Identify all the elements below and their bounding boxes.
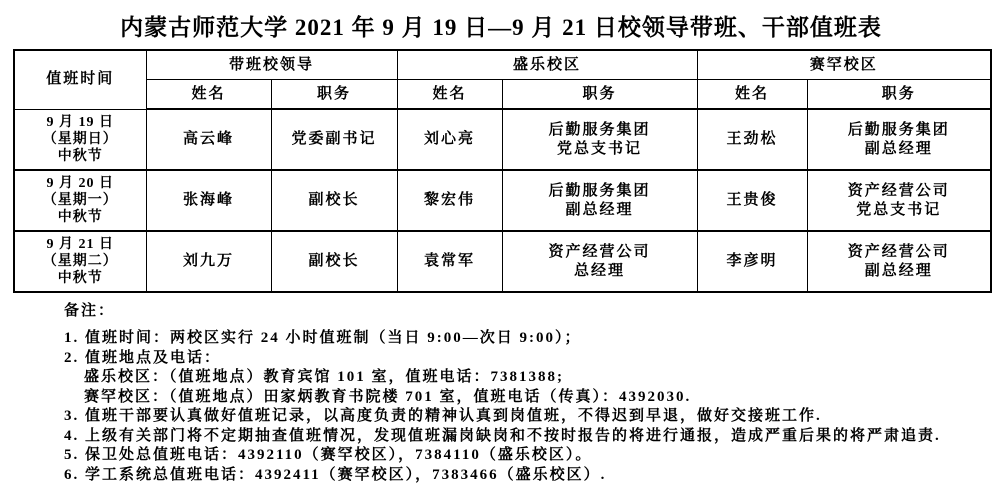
date-line: 中秋节 (57, 271, 103, 286)
saihan-position-cell (807, 109, 991, 170)
header-sub-row (14, 80, 991, 110)
position-line: 资产经营公司 (847, 243, 950, 260)
saihan-name-cell: 李彦明 (697, 231, 807, 292)
position-line: 党总支书记 (557, 140, 643, 157)
notes-heading: 备注： (64, 303, 116, 319)
col-header-duty-time: 值班时间 (14, 50, 146, 109)
leader-position-cell: 党委副书记 (271, 109, 397, 170)
col-group-lead-leaders: 带班校领导 (146, 50, 397, 80)
position-line: 副总经理 (864, 262, 933, 279)
position-line: 资产经营公司 (847, 182, 950, 199)
position-line: 副总经理 (864, 140, 933, 157)
position-line: 党总支书记 (856, 201, 942, 218)
leader-name-cell: 高云峰 (146, 109, 271, 170)
leader-name-cell: 刘九万 (146, 231, 271, 292)
position-line: 总经理 (574, 262, 626, 279)
note-subitem-saihan: 赛罕校区：（值班地点）田家炳教育书院楼 701 室，值班电话（传真）：4392030. (84, 388, 692, 405)
notes-section (64, 301, 1002, 485)
duty-date-cell (14, 231, 146, 292)
duty-date-cell (14, 109, 146, 170)
shengle-name-cell: 袁常军 (397, 231, 502, 292)
note-item-4: 4. 上级有关部门将不定期抽查值班情况，发现值班漏岗缺岗和不按时报告的将进行通报，造成严重后果的将严肃追责. (64, 427, 941, 444)
date-line: （星期一） (42, 193, 118, 208)
shengle-position-cell (502, 109, 697, 170)
date-line: 9 月 19 日 (46, 114, 114, 130)
position-line: 后勤服务集团 (847, 121, 950, 138)
col-header-saihan-position: 职务 (807, 80, 991, 110)
duty-table-header (14, 50, 991, 109)
note-item-2: 2. 值班地点及电话： (64, 349, 222, 366)
col-header-saihan-name: 姓名 (697, 80, 807, 110)
col-header-shengle-name: 姓名 (397, 80, 502, 110)
date-line: 9 月 21 日 (46, 237, 114, 252)
date-line: （星期二） (42, 254, 118, 269)
leader-position-cell: 副校长 (271, 231, 397, 292)
leader-name-cell: 张海峰 (146, 170, 271, 231)
col-header-lead-name: 姓名 (146, 80, 271, 110)
saihan-position-cell (807, 170, 991, 231)
note-subitem-shengle: 盛乐校区：（值班地点）教育宾馆 101 室，值班电话：7381388; (84, 369, 564, 385)
shengle-name-cell: 刘心亮 (397, 109, 502, 170)
note-item-3: 3. 值班干部要认真做好值班记录，以高度负责的精神认真到岗值班，不得迟到早退，做好交接班工作. (64, 408, 822, 424)
shengle-name-cell: 黎宏伟 (397, 170, 502, 231)
leader-position-cell: 副校长 (271, 170, 397, 231)
page-title: 内蒙古师范大学 2021 年 9 月 19 日—9 月 21 日校领导带班、干部值班表 (120, 15, 882, 40)
shengle-position-cell (502, 170, 697, 231)
table-row (14, 231, 991, 292)
col-group-saihan-campus: 赛罕校区 (697, 50, 991, 80)
col-group-shengle-campus: 盛乐校区 (397, 50, 697, 80)
position-line: 资产经营公司 (548, 243, 651, 260)
duty-date-cell (14, 170, 146, 231)
shengle-position-cell (502, 231, 697, 292)
date-line: 中秋节 (57, 148, 103, 164)
saihan-position-cell (807, 231, 991, 292)
date-line: 中秋节 (57, 210, 103, 225)
note-item-1: 1. 值班时间：两校区实行 24 小时值班制（当日 9:00—次日 9:00）； (64, 330, 582, 346)
saihan-name-cell: 王劲松 (697, 109, 807, 170)
duty-table (13, 49, 992, 293)
note-item-5: 5. 保卫处总值班电话：4392110（赛罕校区），7384110（盛乐校区）。 (64, 447, 593, 463)
position-line: 副总经理 (565, 201, 634, 218)
table-row (14, 109, 991, 170)
col-header-lead-position: 职务 (271, 80, 397, 110)
date-line: （星期日） (42, 131, 118, 147)
date-line: 9 月 20 日 (46, 176, 114, 191)
saihan-name-cell: 王贵俊 (697, 170, 807, 231)
col-header-shengle-position: 职务 (502, 80, 697, 110)
note-item-6: 6. 学工系统总值班电话：4392411（赛罕校区），7383466（盛乐校区）. (64, 466, 607, 483)
duty-table-body (14, 109, 991, 292)
header-group-row (14, 50, 991, 80)
table-row (14, 170, 991, 231)
position-line: 后勤服务集团 (548, 182, 651, 199)
position-line: 后勤服务集团 (548, 121, 651, 138)
